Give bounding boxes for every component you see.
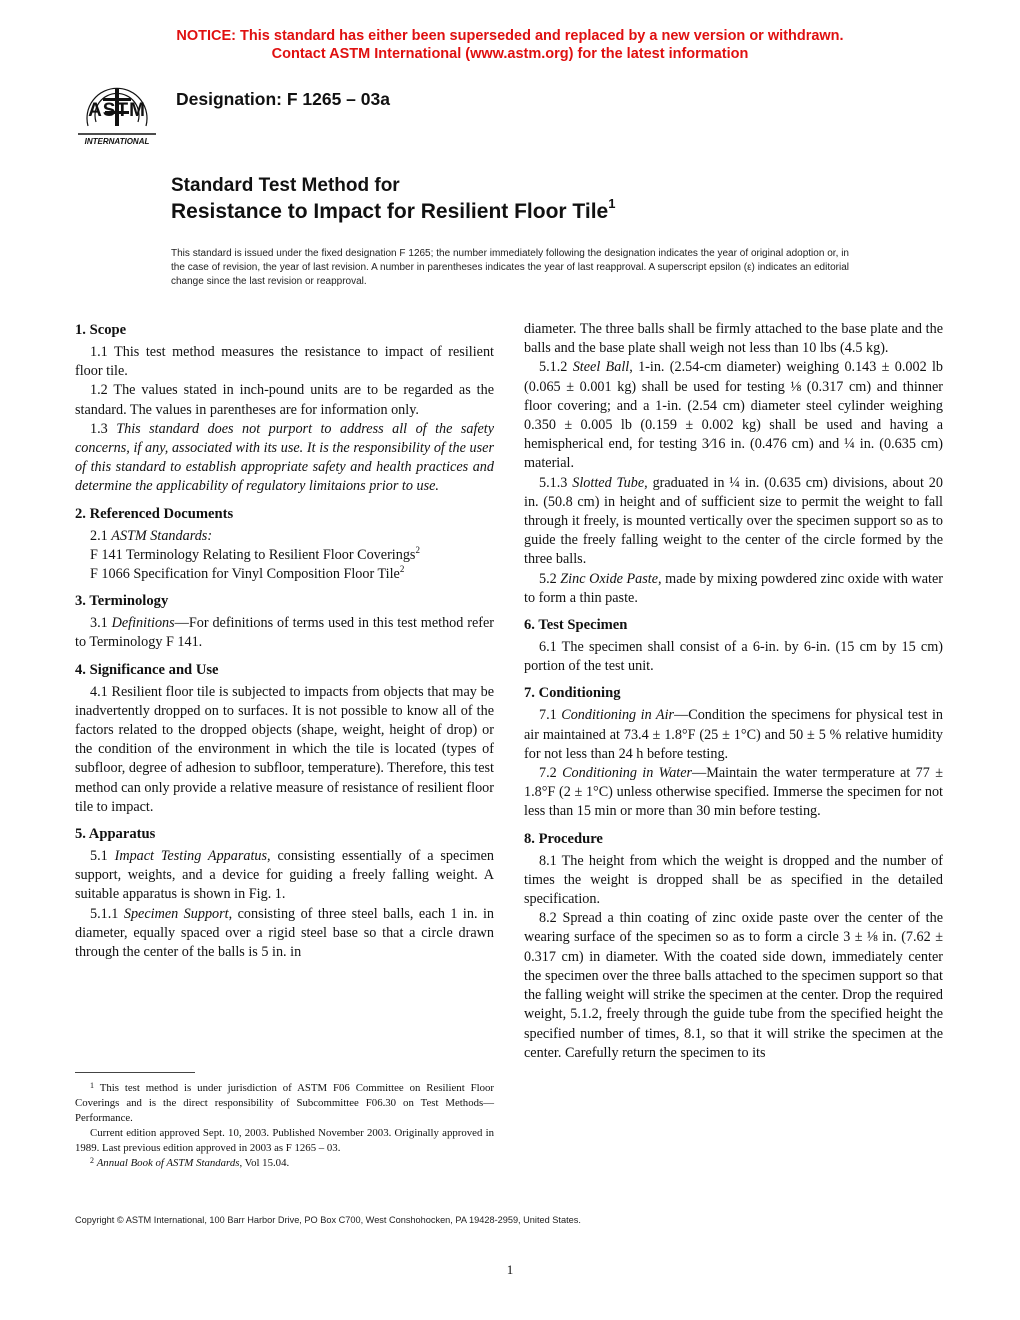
page-number: 1 (506, 1262, 514, 1277)
term-label: Steel Ball (572, 359, 630, 376)
astm-logo (74, 76, 160, 150)
term-label: Zinc Oxide Paste (560, 570, 659, 587)
preamble: This standard is issued under the fixed designation F 1265; the number immediately following the designation indicates the year of original adoption or, in the case of revision, the year of last revision. A number in parentheses indicates the year of last reapproval. A superscript epsilon (ε) indicates an editorial change since the last revision or reapproval. (171, 248, 849, 287)
paragraph-number: 1.3 (90, 420, 108, 437)
paragraph-text: —Condition the specimens for physical test in air maintained at 73.4 ± 1.8°F (25 ± 1°C) and 50 ± 5 % relative humidity for not less than 24 h before testing. (524, 707, 944, 762)
paragraph-number: 5.2 (539, 570, 557, 587)
reference-f141 (75, 546, 494, 565)
paragraph-number: 7.2 (539, 765, 557, 782)
left-column (75, 320, 494, 962)
footnote-mark: 2 (90, 1156, 94, 1166)
term-label: Conditioning in Air (561, 707, 675, 724)
term-label: Slotted Tube (572, 474, 645, 491)
footnote-mark: 2 (415, 544, 420, 555)
section-heading-significance: 4. Significance and Use (75, 661, 219, 678)
copyright-line: Copyright © ASTM International, 100 Barr Harbor Drive, PO Box C700, West Conshohocken, PA 19428-2959, United States. (75, 1215, 581, 1225)
logo-astm-text: ASTM (88, 100, 146, 121)
title-footnote-mark: 1 (608, 196, 616, 211)
paragraph-5-2 (524, 570, 943, 608)
safety-caveat: This standard does not purport to address all of the safety concerns, if any, associated with its use. It is the responsibility of the user of this standard to establish appropriate safety and health practices and determine the applicability of regulatory limitaions prior to use. (75, 420, 494, 495)
notice-line-1: NOTICE: This standard has either been superseded and replaced by a new version or withdrawn. (176, 28, 844, 44)
designation: Designation: F 1265 – 03a (176, 89, 390, 109)
title-text: Resistance to Impact for Resilient Floor Tile (171, 200, 609, 223)
paragraph-8-1: 8.1 The height from which the weight is dropped and the number of times the weight is dropped shall be as specified in the detailed specification. (524, 852, 943, 908)
paragraph-5-1 (75, 847, 494, 905)
notice-line-2: Contact ASTM International (www.astm.org) for the latest information (271, 46, 749, 62)
footnote-text: This test method is under jurisdiction of ASTM F06 Committee on Resilient Floor Coverings and is the direct responsibility of Subcommittee F06.30 on Test Methods—Performance. (75, 1082, 495, 1125)
term-label: Conditioning in Water (562, 765, 693, 782)
term-label: Definitions (111, 615, 175, 632)
section-heading-test-specimen: 6. Test Specimen (524, 617, 628, 634)
paragraph-1-2: 1.2 The values stated in inch-pound units are to be regarded as the standard. The values in parentheses are for information only. (75, 382, 494, 418)
paragraph-1-3 (75, 420, 494, 497)
paragraph-text: , 1-in. (2.54-cm diameter) weighing 0.143 ± 0.002 lb (0.065 ± 0.001 kg) shall be used for testing ⅛ (0.317 cm) and thinner floor covering; and a 1-in. (2.54 cm) diameter steel cylinder weighing 0.350 ± 0.005 lb (0.159 ± 0.002 kg) shall be used and having a hemispherical end, for testing 3⁄16 in. (0.476 cm) and ¼ in. (0.635 cm) material. (524, 359, 944, 472)
footnotes (75, 1081, 494, 1172)
paragraph-3-1 (75, 614, 494, 652)
reference-f1066 (75, 565, 494, 584)
paragraph-number: 7.1 (539, 707, 557, 724)
section-heading-referenced-documents: 2. Referenced Documents (75, 505, 234, 522)
logo-international-text: INTERNATIONAL (84, 137, 150, 146)
astm-standards-label: ASTM Standards: (111, 527, 213, 544)
footnote-1-edition: Current edition approved Sept. 10, 2003. Published November 2003. Originally approved in 1989. Last previous edition approved in 2003 as F 1265 – 03. (75, 1127, 494, 1155)
footnote-divider (75, 1072, 195, 1073)
paragraph-6-1: 6.1 The specimen shall consist of a 6-in. by 6-in. (15 cm by 15 cm) portion of the test unit. (524, 639, 943, 675)
section-heading-scope: 1. Scope (75, 322, 127, 338)
footnote-2 (75, 1156, 494, 1171)
paragraph-5-1-2 (524, 358, 943, 473)
paragraph-number: 3.1 (90, 615, 108, 632)
paragraph-text: —For definitions of terms used in this test method refer to Terminology F 141. (75, 615, 495, 651)
footnote-mark: 1 (90, 1081, 94, 1090)
paragraph-number: 5.1.2 (539, 359, 568, 376)
paragraph-5-1-1-continued: diameter. The three balls shall be firmly attached to the base plate and the balls and the base plate shall weigh not less than 10 lbs (4.5 kg). (524, 321, 943, 357)
paragraph-text: , consisting of three steel balls, each 1 in. in diameter, equally spaced over a rigid steel base so that a circle drawn through the center of the balls is 5 in. in (75, 905, 494, 961)
section-heading-apparatus: 5. Apparatus (75, 826, 156, 843)
paragraph-7-2 (524, 764, 943, 822)
reference-text: F 1066 Specification for Vinyl Composition Floor Tile (90, 566, 400, 583)
paragraph-7-1 (524, 706, 943, 764)
section-heading-conditioning: 7. Conditioning (524, 685, 621, 702)
withdrawal-notice (0, 27, 1020, 63)
section-heading-terminology: 3. Terminology (75, 593, 169, 610)
paragraph-number: 5.1.3 (539, 474, 568, 491)
footnote-text: , Vol 15.04. (239, 1157, 290, 1170)
paragraph-number: 5.1.1 (90, 905, 119, 922)
paragraph-number: 2.1 (90, 527, 108, 544)
term-label: Specimen Support (123, 905, 229, 922)
right-column (524, 320, 943, 1063)
paragraph-8-2: 8.2 Spread a thin coating of zinc oxide paste over the center of the wearing surface of the specimen so as to form a circle 3 ± ⅛ in. (7.62 ± 0.317 cm) in diameter. With the coated side down, immediately center the specimen over the three balls attached to the specimen support so that the falling weight will strike the specimen at the center. Drop the required weight, 5.1.2, freely through the guide tube from the specified height the specified number of times, 8.1, so that it will strike the specimen at the center. Carefully return the specimen to its (524, 910, 943, 1061)
title-line-2 (171, 198, 615, 224)
paragraph-text: , consisting essentially of a specimen support, weights, and a device for guiding a freely falling weight. A suitable apparatus is shown in Fig. 1. (75, 848, 494, 903)
reference-text: F 141 Terminology Relating to Resilient Floor Coverings (90, 546, 416, 563)
term-label: Impact Testing Apparatus (114, 848, 268, 865)
paragraph-1-1: 1.1 This test method measures the resistance to impact of resilient floor tile. (75, 344, 494, 380)
footnote-1 (75, 1081, 494, 1126)
paragraph-text: , made by mixing powdered zinc oxide with water to form a thin paste. (524, 570, 944, 606)
paragraph-4-1: 4.1 Resilient floor tile is subjected to impacts from objects that may be inadvertently dropped on to surfaces. It is not possible to know all of the factors related to the dropped objects (shape, weight, height of drop) or the condition of the environment in which the tile is located (types of subfloor, degree of adhesion to subfloor, temperature). Therefore, this test method can only provide a relative measure of resistance of resilient floor tile to impact. (75, 683, 494, 815)
paragraph-text: —Maintain the water termperature at 77 ± 1.8°F (2 ± 1°C) unless otherwise specified. Immerse the specimen for not less than 15 min or more than 30 min before testing. (524, 765, 943, 820)
paragraph-5-1-1 (75, 905, 494, 963)
footnote-italic: Annual Book of ASTM Standards (96, 1157, 240, 1170)
paragraph-text: , graduated in ¼ in. (0.635 cm) divisions, about 20 in. (50.8 cm) in height and of sufficient size to permit the weight to fall through it freely, is mounted vertically over the specimen support so as to guide the freely falling weight to the center of the circle formed by the three balls. (524, 474, 943, 568)
paragraph-5-1-3 (524, 474, 943, 570)
footnote-mark: 2 (399, 564, 405, 575)
paragraph-2-1 (75, 527, 494, 546)
title-line-1: Standard Test Method for (171, 175, 400, 196)
section-heading-procedure: 8. Procedure (524, 830, 603, 847)
paragraph-number: 5.1 (90, 848, 108, 865)
